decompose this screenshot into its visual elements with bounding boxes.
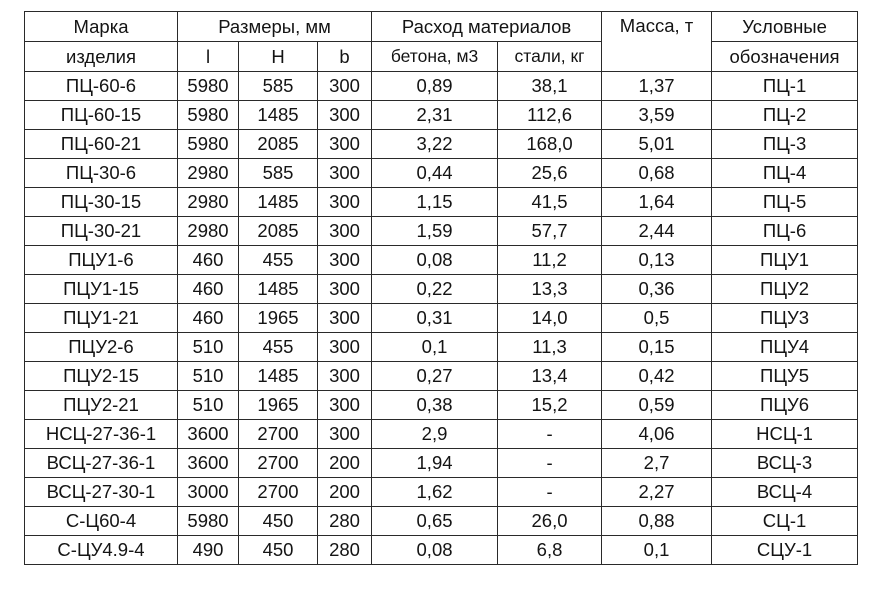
table-row xyxy=(25,391,858,420)
cell-concrete: 3,22 xyxy=(372,130,498,159)
cell-width: 300 xyxy=(318,333,372,362)
cell-mass: 2,27 xyxy=(602,478,712,507)
cell-length: 5980 xyxy=(178,130,239,159)
cell-mass: 0,36 xyxy=(602,275,712,304)
cell-height: 2085 xyxy=(239,217,318,246)
cell-height: 455 xyxy=(239,246,318,275)
table-row xyxy=(25,72,858,101)
cell-mark: ВСЦ-27-30-1 xyxy=(25,478,178,507)
cell-width: 300 xyxy=(318,246,372,275)
cell-mass: 5,01 xyxy=(602,130,712,159)
header-mass: Масса, т xyxy=(602,12,712,72)
cell-symbol: ПЦ-2 xyxy=(712,101,858,130)
cell-height: 585 xyxy=(239,72,318,101)
cell-length: 460 xyxy=(178,275,239,304)
cell-symbol: СЦУ-1 xyxy=(712,536,858,565)
header-l: l xyxy=(178,42,239,72)
cell-mark: С-ЦУ4.9-4 xyxy=(25,536,178,565)
cell-mass: 1,37 xyxy=(602,72,712,101)
cell-mark: ПЦ-60-21 xyxy=(25,130,178,159)
table-row xyxy=(25,188,858,217)
cell-symbol: ПЦУ3 xyxy=(712,304,858,333)
cell-symbol: СЦ-1 xyxy=(712,507,858,536)
table-row xyxy=(25,362,858,391)
cell-mass: 0,88 xyxy=(602,507,712,536)
header-dimensions: Размеры, мм xyxy=(178,12,372,42)
header-row-bottom xyxy=(25,42,858,72)
cell-steel: - xyxy=(498,478,602,507)
cell-height: 455 xyxy=(239,333,318,362)
cell-length: 510 xyxy=(178,362,239,391)
cell-steel: 11,2 xyxy=(498,246,602,275)
cell-mark: ПЦУ1-21 xyxy=(25,304,178,333)
cell-length: 460 xyxy=(178,304,239,333)
cell-height: 585 xyxy=(239,159,318,188)
header-symbols-line2: обозначения xyxy=(712,42,858,72)
table-row xyxy=(25,507,858,536)
cell-concrete: 0,31 xyxy=(372,304,498,333)
cell-length: 2980 xyxy=(178,188,239,217)
cell-steel: 168,0 xyxy=(498,130,602,159)
cell-concrete: 0,1 xyxy=(372,333,498,362)
cell-length: 460 xyxy=(178,246,239,275)
cell-steel: 13,3 xyxy=(498,275,602,304)
table-row xyxy=(25,159,858,188)
cell-concrete: 1,94 xyxy=(372,449,498,478)
cell-steel: 41,5 xyxy=(498,188,602,217)
cell-symbol: ПЦ-4 xyxy=(712,159,858,188)
header-materials: Расход материалов xyxy=(372,12,602,42)
cell-concrete: 0,27 xyxy=(372,362,498,391)
table-row xyxy=(25,275,858,304)
cell-symbol: ПЦУ2 xyxy=(712,275,858,304)
cell-symbol: ВСЦ-4 xyxy=(712,478,858,507)
cell-steel: 15,2 xyxy=(498,391,602,420)
specification-sheet xyxy=(24,11,857,572)
cell-steel: - xyxy=(498,420,602,449)
header-h: H xyxy=(239,42,318,72)
cell-mark: ПЦУ1-6 xyxy=(25,246,178,275)
cell-length: 5980 xyxy=(178,101,239,130)
cell-concrete: 0,08 xyxy=(372,246,498,275)
cell-mass: 0,68 xyxy=(602,159,712,188)
table-row xyxy=(25,101,858,130)
table-row xyxy=(25,449,858,478)
cell-steel: - xyxy=(498,449,602,478)
cell-length: 510 xyxy=(178,391,239,420)
header-concrete: бетона, м3 xyxy=(372,42,498,72)
cell-concrete: 0,08 xyxy=(372,536,498,565)
cell-height: 1485 xyxy=(239,101,318,130)
header-symbols-line1: Условные xyxy=(712,12,858,42)
cell-steel: 13,4 xyxy=(498,362,602,391)
cell-steel: 11,3 xyxy=(498,333,602,362)
cell-mark: ПЦ-30-15 xyxy=(25,188,178,217)
cell-mark: ПЦ-60-15 xyxy=(25,101,178,130)
cell-symbol: ПЦУ4 xyxy=(712,333,858,362)
cell-symbol: ПЦУ6 xyxy=(712,391,858,420)
cell-concrete: 0,22 xyxy=(372,275,498,304)
cell-mark: ПЦ-30-21 xyxy=(25,217,178,246)
cell-width: 200 xyxy=(318,478,372,507)
cell-width: 300 xyxy=(318,101,372,130)
header-row-top xyxy=(25,12,858,42)
cell-height: 2085 xyxy=(239,130,318,159)
cell-mark: ВСЦ-27-36-1 xyxy=(25,449,178,478)
cell-length: 490 xyxy=(178,536,239,565)
cell-steel: 38,1 xyxy=(498,72,602,101)
cell-symbol: НСЦ-1 xyxy=(712,420,858,449)
cell-steel: 26,0 xyxy=(498,507,602,536)
cell-width: 300 xyxy=(318,217,372,246)
cell-mass: 2,44 xyxy=(602,217,712,246)
cell-width: 300 xyxy=(318,72,372,101)
cell-mass: 1,64 xyxy=(602,188,712,217)
header-mark-line2: изделия xyxy=(25,42,178,72)
cell-height: 450 xyxy=(239,507,318,536)
cell-height: 1485 xyxy=(239,275,318,304)
table-row xyxy=(25,536,858,565)
header-steel: стали, кг xyxy=(498,42,602,72)
cell-width: 300 xyxy=(318,420,372,449)
cell-length: 2980 xyxy=(178,159,239,188)
cell-concrete: 0,65 xyxy=(372,507,498,536)
cell-mark: ПЦ-30-6 xyxy=(25,159,178,188)
cell-mark: ПЦ-60-6 xyxy=(25,72,178,101)
cell-mark: НСЦ-27-36-1 xyxy=(25,420,178,449)
cell-width: 300 xyxy=(318,391,372,420)
cell-length: 510 xyxy=(178,333,239,362)
cell-concrete: 0,44 xyxy=(372,159,498,188)
cell-concrete: 1,15 xyxy=(372,188,498,217)
cell-height: 2700 xyxy=(239,449,318,478)
specification-table xyxy=(24,11,858,565)
cell-symbol: ПЦ-6 xyxy=(712,217,858,246)
cell-concrete: 2,9 xyxy=(372,420,498,449)
cell-symbol: ПЦУ5 xyxy=(712,362,858,391)
cell-symbol: ПЦ-5 xyxy=(712,188,858,217)
table-row xyxy=(25,246,858,275)
cell-mark: С-Ц60-4 xyxy=(25,507,178,536)
cell-mass: 0,42 xyxy=(602,362,712,391)
cell-symbol: ПЦ-3 xyxy=(712,130,858,159)
cell-steel: 6,8 xyxy=(498,536,602,565)
cell-width: 280 xyxy=(318,536,372,565)
table-row xyxy=(25,333,858,362)
cell-height: 2700 xyxy=(239,420,318,449)
cell-symbol: ВСЦ-3 xyxy=(712,449,858,478)
cell-mass: 0,13 xyxy=(602,246,712,275)
cell-steel: 57,7 xyxy=(498,217,602,246)
cell-steel: 25,6 xyxy=(498,159,602,188)
cell-concrete: 0,38 xyxy=(372,391,498,420)
table-row xyxy=(25,420,858,449)
cell-concrete: 0,89 xyxy=(372,72,498,101)
cell-mass: 0,5 xyxy=(602,304,712,333)
cell-mark: ПЦУ2-21 xyxy=(25,391,178,420)
cell-steel: 112,6 xyxy=(498,101,602,130)
cell-length: 5980 xyxy=(178,72,239,101)
header-mark-line1: Марка xyxy=(25,12,178,42)
cell-mark: ПЦУ1-15 xyxy=(25,275,178,304)
cell-length: 2980 xyxy=(178,217,239,246)
table-row xyxy=(25,130,858,159)
cell-mass: 0,15 xyxy=(602,333,712,362)
cell-mass: 0,59 xyxy=(602,391,712,420)
cell-steel: 14,0 xyxy=(498,304,602,333)
table-row xyxy=(25,304,858,333)
cell-length: 3600 xyxy=(178,449,239,478)
table-row xyxy=(25,217,858,246)
cell-width: 300 xyxy=(318,275,372,304)
cell-concrete: 2,31 xyxy=(372,101,498,130)
header-b: b xyxy=(318,42,372,72)
cell-height: 450 xyxy=(239,536,318,565)
cell-height: 1965 xyxy=(239,391,318,420)
cell-mass: 0,1 xyxy=(602,536,712,565)
cell-concrete: 1,59 xyxy=(372,217,498,246)
cell-mark: ПЦУ2-6 xyxy=(25,333,178,362)
cell-width: 300 xyxy=(318,159,372,188)
cell-width: 300 xyxy=(318,362,372,391)
cell-height: 2700 xyxy=(239,478,318,507)
cell-height: 1965 xyxy=(239,304,318,333)
cell-height: 1485 xyxy=(239,188,318,217)
cell-mass: 4,06 xyxy=(602,420,712,449)
table-body xyxy=(25,72,858,565)
cell-width: 280 xyxy=(318,507,372,536)
cell-length: 3600 xyxy=(178,420,239,449)
cell-height: 1485 xyxy=(239,362,318,391)
cell-mass: 2,7 xyxy=(602,449,712,478)
cell-width: 300 xyxy=(318,304,372,333)
cell-width: 300 xyxy=(318,130,372,159)
cell-length: 5980 xyxy=(178,507,239,536)
cell-mark: ПЦУ2-15 xyxy=(25,362,178,391)
cell-width: 300 xyxy=(318,188,372,217)
cell-symbol: ПЦ-1 xyxy=(712,72,858,101)
table-row xyxy=(25,478,858,507)
cell-concrete: 1,62 xyxy=(372,478,498,507)
cell-symbol: ПЦУ1 xyxy=(712,246,858,275)
cell-mass: 3,59 xyxy=(602,101,712,130)
cell-width: 200 xyxy=(318,449,372,478)
cell-length: 3000 xyxy=(178,478,239,507)
table-header xyxy=(25,12,858,72)
